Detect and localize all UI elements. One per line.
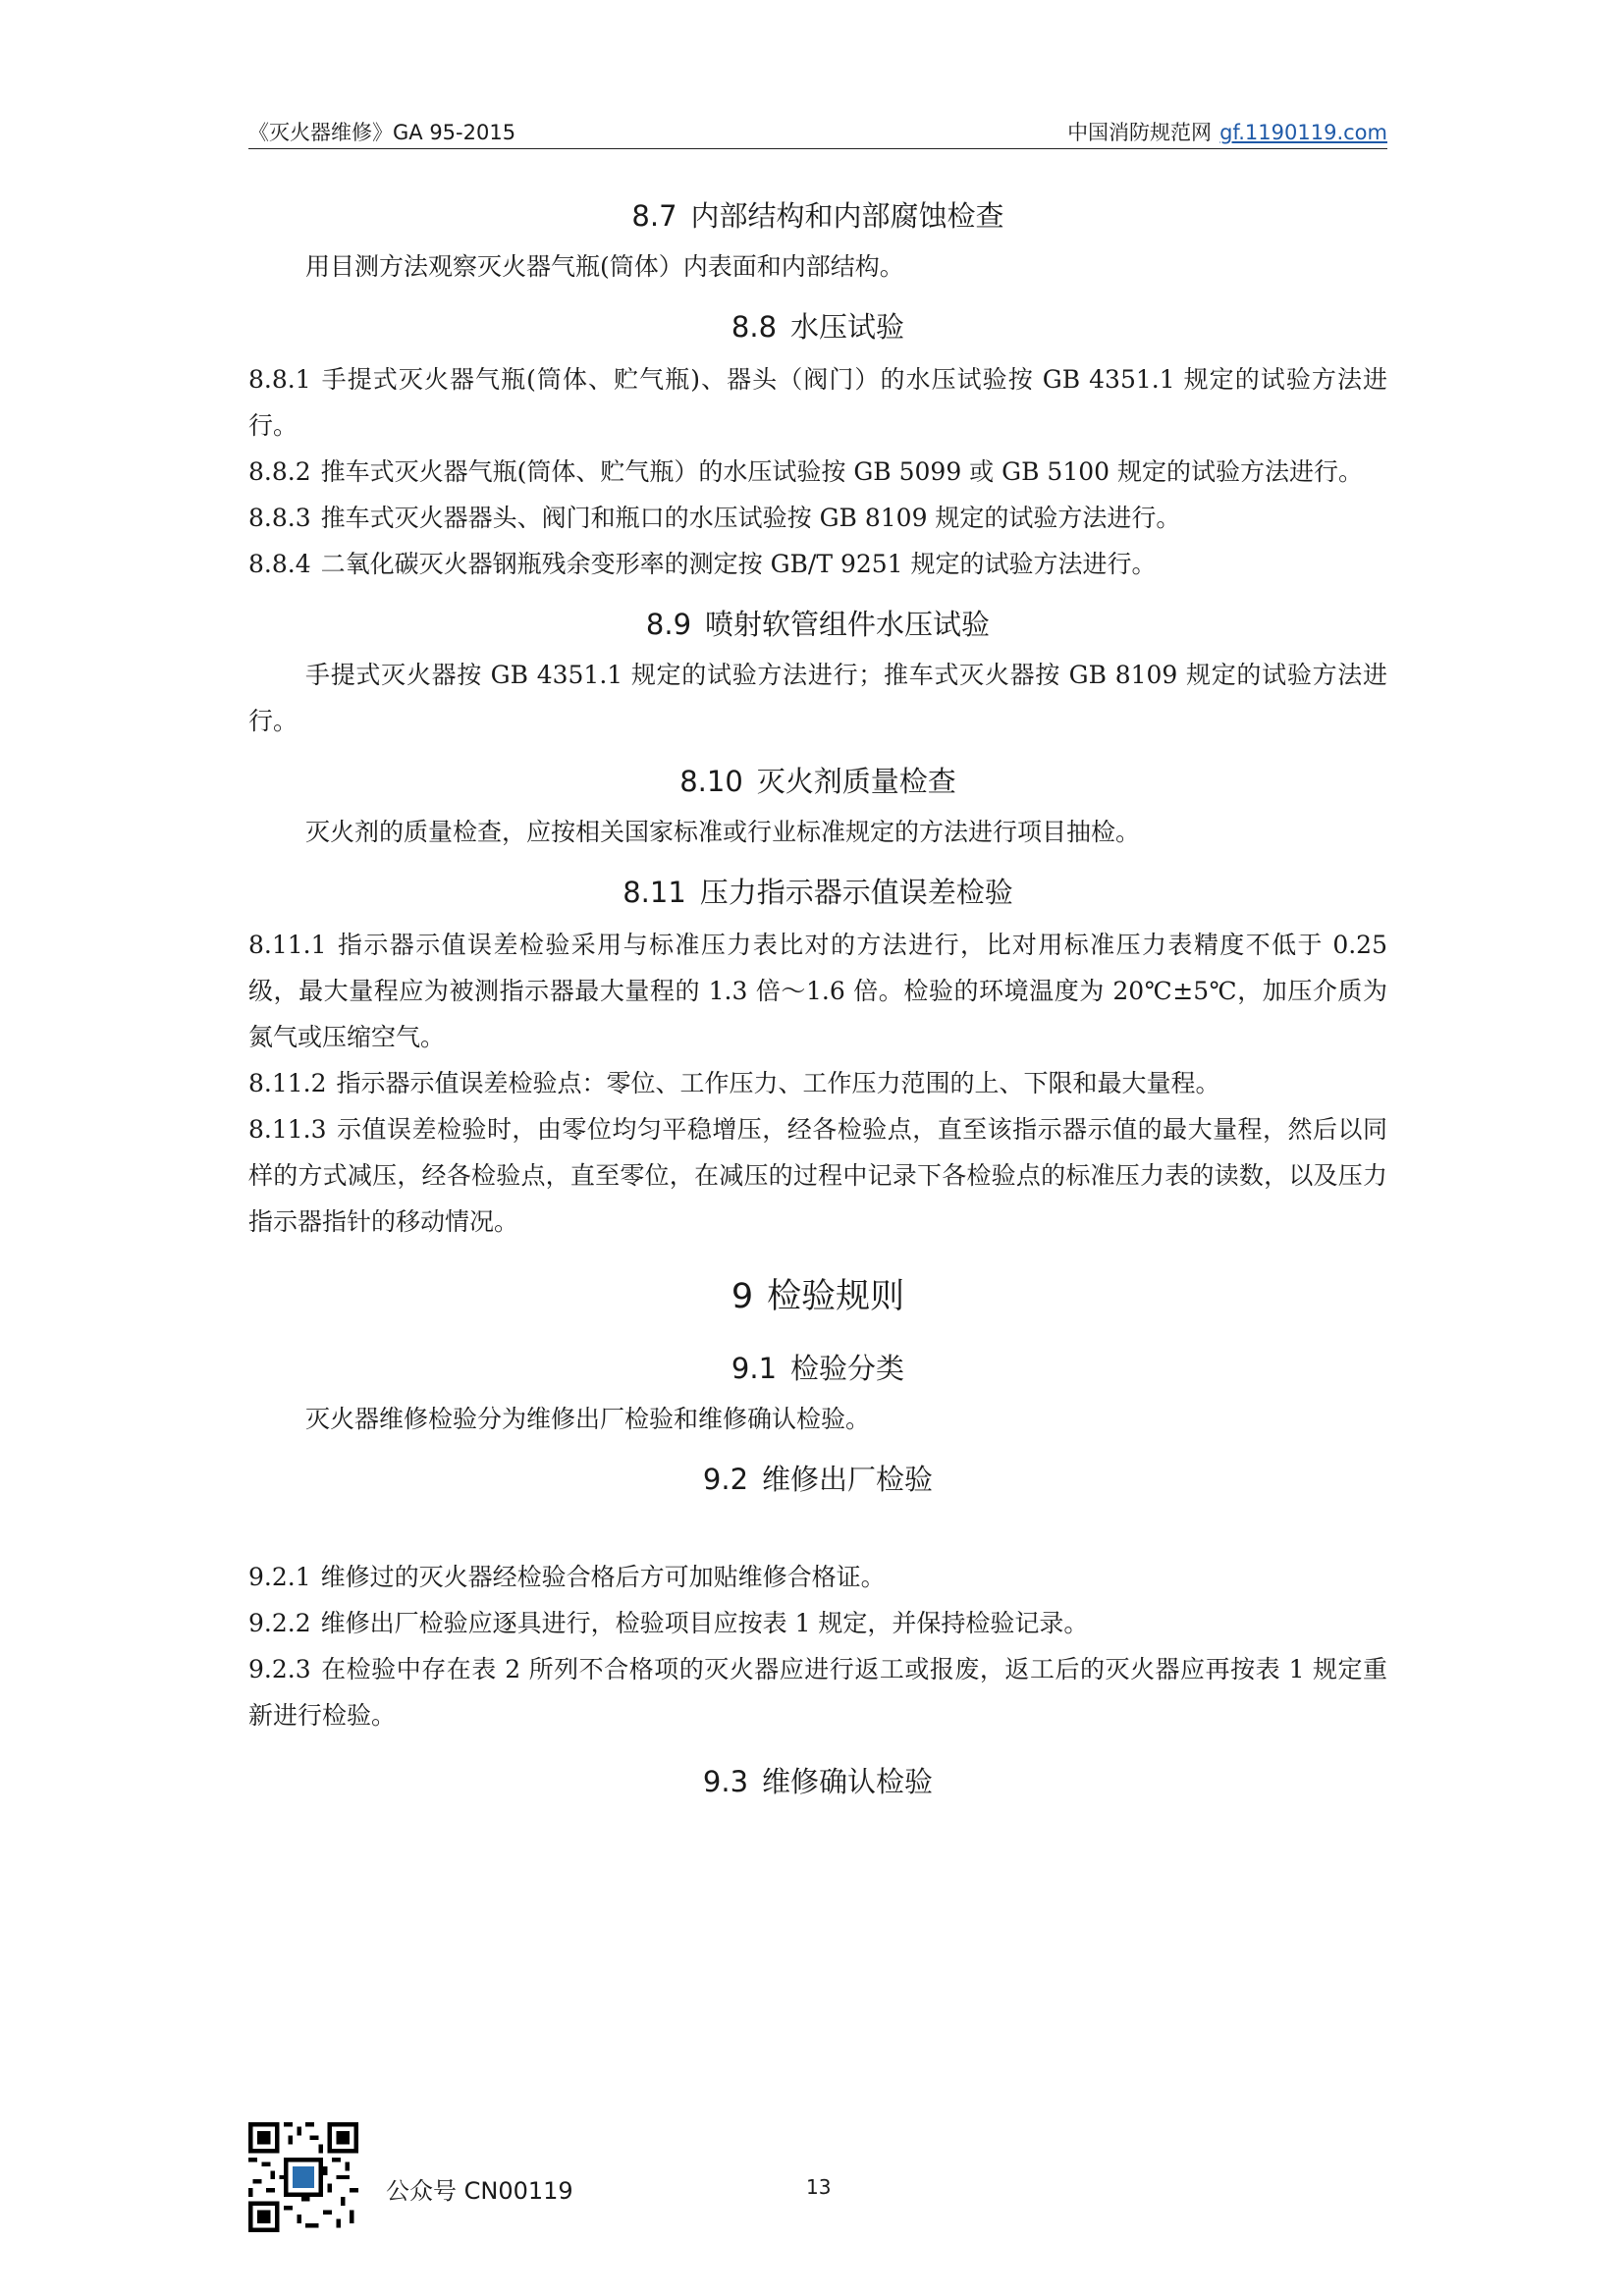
wechat-account-label: 公众号 CN00119 [386, 2177, 573, 2205]
paragraph-8-10: 灭火剂的质量检查，应按相关国家标准或行业标准规定的方法进行项目抽检。 [305, 818, 1141, 846]
section-heading-8-11: 8.11 压力指示器示值误差检验 [623, 876, 1013, 909]
section-heading-8-7: 8.7 内部结构和内部腐蚀检查 [631, 199, 1004, 233]
section-heading-9-1: 9.1 检验分类 [731, 1352, 905, 1385]
clause-8-8-3: 8.8.3 推车式灭火器器头、阀门和瓶口的水压试验按 GB 8109 规定的试验方法进行。 [248, 504, 1181, 532]
section-heading-9-3: 9.3 维修确认检验 [702, 1765, 934, 1798]
header-site-link[interactable]: gf.1190119.com [1219, 121, 1387, 144]
clause-8-11-1: 8.11.1 指示器示值误差检验采用与标准压力表比对的方法进行，比对用标准压力表精度不低于 0.25 级，最大量程应为被测指示器最大量程的 1.3 倍～1.6 倍。检验的环境温度为 20℃±5℃，加压介质为氮气或压缩空气。 [248, 931, 1387, 1051]
section-heading-9-2: 9.2 维修出厂检验 [702, 1463, 934, 1496]
page-footer [248, 2122, 1387, 2240]
clause-8-8-1: 8.8.1 手提式灭火器气瓶(筒体、贮气瓶)、器头（阀门）的水压试验按 GB 4351.1 规定的试验方法进行。 [248, 365, 1387, 440]
clause-8-8-4: 8.8.4 二氧化碳灭火器钢瓶残余变形率的测定按 GB/T 9251 规定的试验方法进行。 [248, 550, 1157, 578]
page-number: 13 [806, 2175, 832, 2199]
clause-8-11-3: 8.11.3 示值误差检验时，由零位均匀平稳增压，经各检验点，直至该指示器示值的最大量程，然后以同样的方式减压，经各检验点，直至零位，在减压的过程中记录下各检验点的标准压力表的读数，以及压力指示器指针的移动情况。 [248, 1115, 1387, 1236]
clause-9-2-2: 9.2.2 维修出厂检验应逐具进行，检验项目应按表 1 规定，并保持检验记录。 [248, 1609, 1089, 1637]
header-site-name: 中国消防规范网 [1067, 121, 1213, 144]
page-header [248, 115, 1387, 149]
header-document-title: 《灭火器维修》GA 95-2015 [248, 121, 516, 144]
section-heading-8-10: 8.10 灭火剂质量检查 [679, 765, 956, 798]
clause-9-2-1: 9.2.1 维修过的灭火器经检验合格后方可加贴维修合格证。 [248, 1563, 886, 1591]
document-body [248, 192, 1387, 1805]
paragraph-8-7: 用目测方法观察灭火器气瓶(筒体）内表面和内部结构。 [305, 252, 904, 281]
chapter-heading-9: 9 检验规则 [731, 1277, 905, 1316]
paragraph-8-9: 手提式灭火器按 GB 4351.1 规定的试验方法进行；推车式灭火器按 GB 8109 规定的试验方法进行。 [248, 661, 1387, 735]
clause-8-11-2: 8.11.2 指示器示值误差检验点：零位、工作压力、工作压力范围的上、下限和最大量程。 [248, 1069, 1220, 1097]
section-heading-8-8: 8.8 水压试验 [731, 310, 905, 344]
header-site [1067, 117, 1387, 146]
clause-9-2-3: 9.2.3 在检验中存在表 2 所列不合格项的灭火器应进行返工或报废，返工后的灭火器应再按表 1 规定重新进行检验。 [248, 1655, 1387, 1730]
paragraph-9-1: 灭火器维修检验分为维修出厂检验和维修确认检验。 [305, 1405, 871, 1433]
clause-8-8-2: 8.8.2 推车式灭火器气瓶(筒体、贮气瓶）的水压试验按 GB 5099 或 GB 5100 规定的试验方法进行。 [248, 457, 1363, 486]
section-heading-8-9: 8.9 喷射软管组件水压试验 [645, 608, 991, 641]
qr-code-icon[interactable] [248, 2122, 358, 2232]
